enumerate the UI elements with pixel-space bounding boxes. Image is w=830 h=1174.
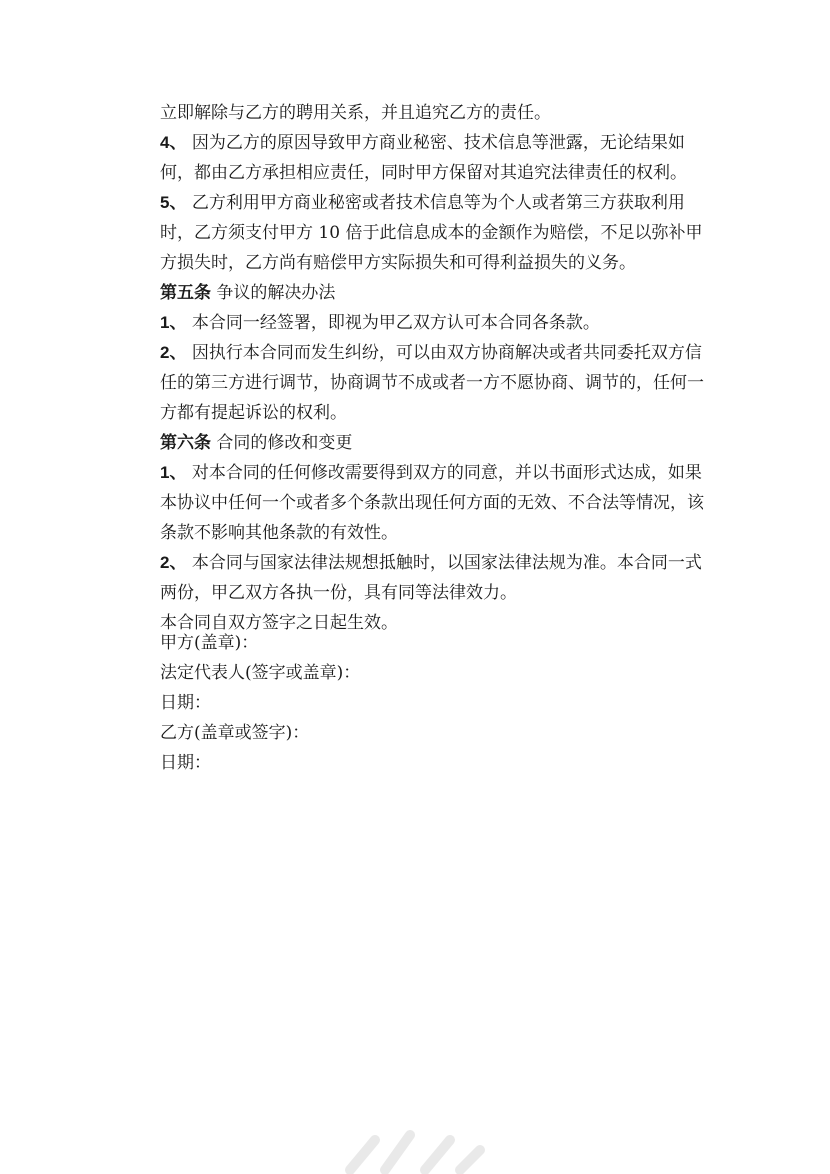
clause-5 xyxy=(160,188,712,278)
clause-4 xyxy=(160,128,712,188)
intro-text: 立即解除与乙方的聘用关系，并且追究乙方的责任。 xyxy=(160,103,551,123)
article-5-title: 争议的解决办法 xyxy=(216,283,336,303)
clause-5-text: 乙方利用甲方商业秘密或者技术信息等为个人或者第三方获取利用时，乙方须支付甲方 10 倍于此信息成本的金额作为赔偿，不足以弥补甲方损失时，乙方尚有赔偿甲方实际损失和可得利益损失的义务。 xyxy=(160,193,703,273)
article-5-item-1-number: 1、 xyxy=(160,313,187,332)
party-a-date: 日期： xyxy=(160,693,211,713)
contract-body xyxy=(160,98,712,638)
party-b-date: 日期： xyxy=(160,753,211,773)
article-6-item-2-number: 2、 xyxy=(160,553,187,572)
signature-block xyxy=(160,628,360,778)
article-6-item-1 xyxy=(160,458,712,548)
article-6-item-1-number: 1、 xyxy=(160,463,187,482)
article-6-item-1-text: 对本合同的任何修改需要得到双方的同意，并以书面形式达成，如果本协议中任何一个或者多个条款出现任何方面的无效、不合法等情况，该条款不影响其他条款的有效性。 xyxy=(160,463,704,543)
intro-paragraph xyxy=(160,98,712,128)
article-6-label: 第六条 xyxy=(160,433,211,453)
article-5-label: 第五条 xyxy=(160,283,211,303)
article-5-item-1-text: 本合同一经签署，即视为甲乙双方认可本合同各条款。 xyxy=(191,313,600,333)
clause-4-number: 4、 xyxy=(160,133,187,152)
article-6-heading xyxy=(160,428,712,458)
article-5-item-2 xyxy=(160,338,712,428)
article-6-item-2-text: 本合同与国家法律法规想抵触时，以国家法律法规为准。本合同一式两份，甲乙双方各执一份，具有同等法律效力。 xyxy=(160,553,702,603)
article-6-item-2 xyxy=(160,548,712,608)
party-b-seal: 乙方(盖章或签字)： xyxy=(160,723,310,743)
party-a-seal: 甲方(盖章)： xyxy=(160,633,259,653)
article-5-item-2-number: 2、 xyxy=(160,343,187,362)
article-5-item-2-text: 因执行本合同而发生纠纷，可以由双方协商解决或者共同委托双方信任的第三方进行调节，协商调节不成或者一方不愿协商、调节的，任何一方都有提起诉讼的权利。 xyxy=(160,343,704,423)
effective-text: 本合同自双方签字之日起生效。 xyxy=(160,613,398,633)
watermark-stamp xyxy=(330,1080,490,1174)
article-6-title: 合同的修改和变更 xyxy=(216,433,353,453)
clause-4-text: 因为乙方的原因导致甲方商业秘密、技术信息等泄露，无论结果如何，都由乙方承担相应责任，同时甲方保留对其追究法律责任的权利。 xyxy=(160,133,687,183)
article-5-item-1 xyxy=(160,308,712,338)
article-5-heading xyxy=(160,278,712,308)
clause-5-number: 5、 xyxy=(160,193,187,212)
legal-representative: 法定代表人(签字或盖章)： xyxy=(160,663,361,683)
